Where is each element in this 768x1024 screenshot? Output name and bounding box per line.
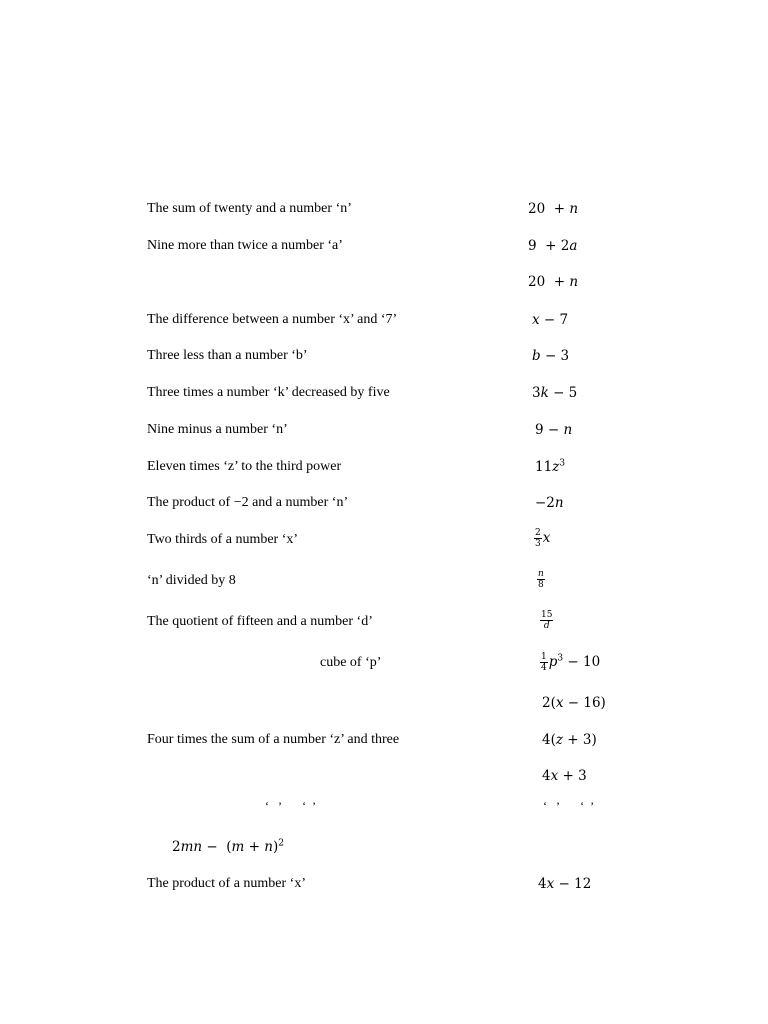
phrase-7: Nine minus a number ‘n’ bbox=[147, 422, 288, 437]
expression-15: 4(z + 3) bbox=[542, 732, 597, 748]
phrase-1: The sum of twenty and a number ‘n’ bbox=[147, 201, 352, 216]
expression-7: 9 − n bbox=[535, 422, 573, 438]
expression-18: $2mn - (m + n)^2$ bbox=[172, 838, 284, 855]
expression-14: 2(x − 16) bbox=[542, 695, 606, 711]
expression-3: 20 + n bbox=[528, 274, 579, 290]
phrase-13: cube of ‘p’ bbox=[320, 655, 382, 670]
phrase-11: ‘n’ divided by 8 bbox=[147, 573, 236, 588]
phrase-5: Three less than a number ‘b’ bbox=[147, 348, 308, 363]
expression-13: $\frac{1}{4}$ $p^3 - 10$ bbox=[541, 652, 601, 673]
expression-12: $\frac{15}{d}$ bbox=[541, 610, 553, 631]
phrase-9: The product of −2 and a number ‘n’ bbox=[147, 495, 349, 510]
expression-11: $\frac{n}{8}$ bbox=[538, 569, 544, 590]
phrase-10: Two thirds of a number ‘x’ bbox=[147, 532, 299, 547]
expression-2: 9 + 2a bbox=[528, 238, 578, 254]
expression-8: $11z^3$ bbox=[535, 458, 566, 475]
expression-16: 4x + 3 bbox=[542, 768, 587, 784]
quote-marks-right: ‘ ’ ‘ ’ bbox=[543, 799, 595, 813]
expression-4: x − 7 bbox=[532, 312, 569, 328]
expression-9: −2n bbox=[535, 495, 564, 511]
expression-6: 3k − 5 bbox=[532, 385, 578, 401]
phrase-2: Nine more than twice a number ‘a’ bbox=[147, 238, 343, 253]
phrase-15: Four times the sum of a number ‘z’ and three bbox=[147, 732, 400, 747]
expression-10: $\frac{2}{3}$ x bbox=[535, 528, 551, 549]
phrase-19: The product of a number ‘x’ bbox=[147, 876, 306, 891]
phrase-6: Three times a number ‘k’ decreased by five bbox=[147, 385, 390, 400]
phrase-12: The quotient of fifteen and a number ‘d’ bbox=[147, 614, 373, 629]
expression-5: b − 3 bbox=[532, 348, 570, 364]
phrase-8: Eleven times ‘z’ to the third power bbox=[147, 459, 342, 474]
expression-1: 20 + n bbox=[528, 201, 579, 217]
phrase-4: The difference between a number ‘x’ and ‘7’ bbox=[147, 312, 398, 327]
quote-marks-left: ‘ ’ ‘ ’ bbox=[265, 799, 317, 813]
expression-19: 4x − 12 bbox=[538, 876, 592, 892]
